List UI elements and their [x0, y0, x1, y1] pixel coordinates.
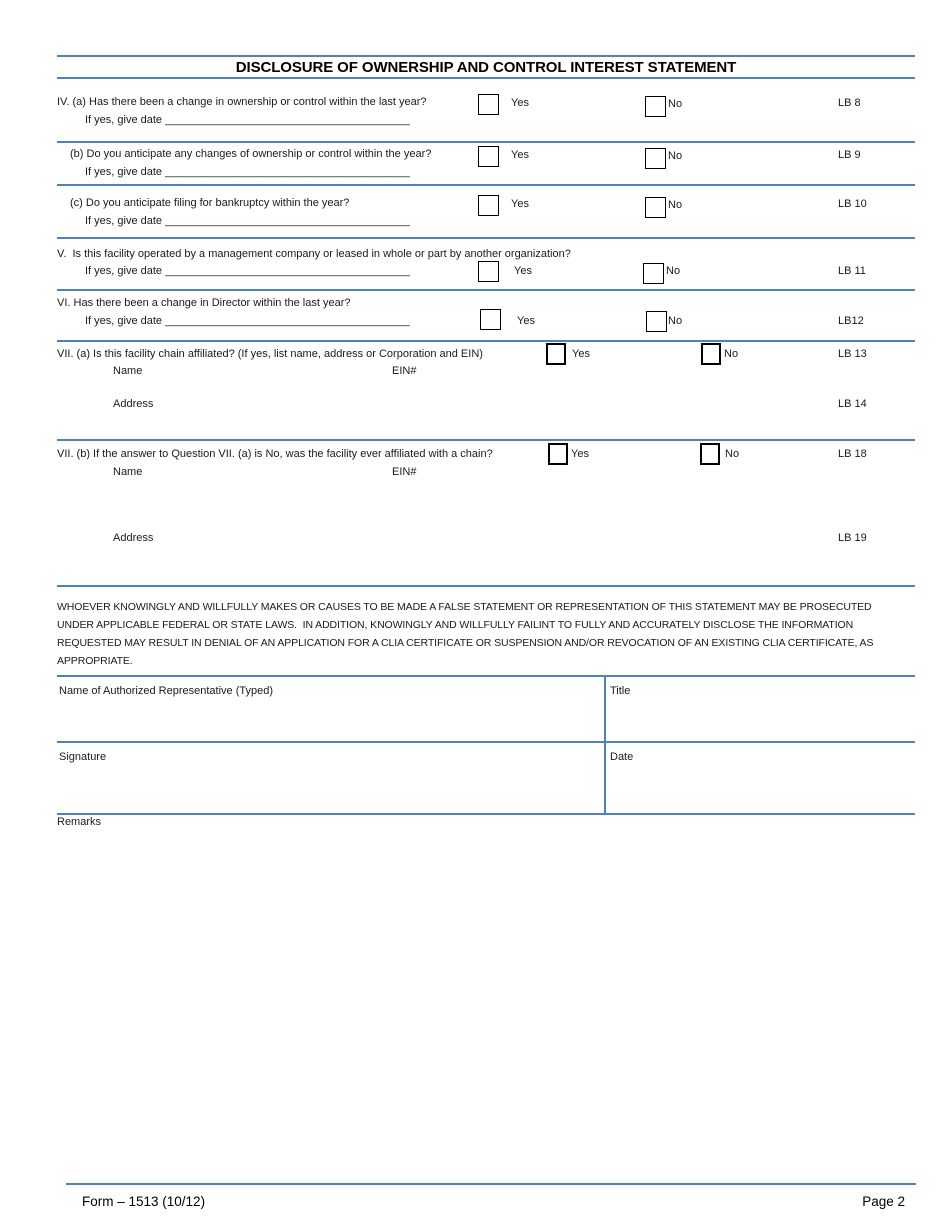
- lb-code-vii-a: LB 13: [838, 348, 867, 360]
- lb-code-iv-c: LB 10: [838, 198, 867, 210]
- warning-text-line-4: APPROPRIATE.: [57, 655, 133, 667]
- label-vii-b-ein: EIN#: [392, 466, 417, 478]
- label-v-yes: Yes: [514, 265, 532, 277]
- checkbox-iv-a-no[interactable]: [645, 96, 666, 117]
- checkbox-iv-c-yes[interactable]: [478, 195, 499, 216]
- label-vii-b-yes: Yes: [571, 448, 589, 460]
- section-divider: [57, 340, 915, 342]
- question-iv-b-text: (b) Do you anticipate any changes of ownership or control within the year?: [70, 148, 432, 160]
- footer-rule: [66, 1183, 916, 1185]
- footer-form-number: Form – 1513 (10/12): [82, 1194, 206, 1209]
- question-iv-a-text: IV. (a) Has there been a change in ownership or control within the last year?: [57, 96, 427, 108]
- section-divider: [57, 184, 915, 186]
- section-divider: [57, 141, 915, 143]
- section-divider: [57, 289, 915, 291]
- checkbox-vi-yes[interactable]: [480, 309, 501, 330]
- signature-label: Signature: [59, 751, 107, 763]
- signature-table-bottom-border: [57, 813, 915, 815]
- label-vii-b-name: Name: [113, 466, 143, 478]
- signature-field[interactable]: [57, 743, 602, 811]
- question-iv-c-text: (c) Do you anticipate filing for bankruptcy within the year?: [70, 197, 350, 209]
- page-title: DISCLOSURE OF OWNERSHIP AND CONTROL INTEREST STATEMENT: [235, 59, 737, 76]
- if-yes-date-line-iv-a[interactable]: If yes, give date ________________________________________: [85, 114, 410, 126]
- title-rule-top: [57, 55, 915, 57]
- checkbox-vii-a-yes[interactable]: [546, 343, 566, 365]
- authorized-representative-name-field[interactable]: [57, 677, 602, 739]
- if-yes-date-line-iv-b[interactable]: If yes, give date ________________________________________: [85, 166, 410, 178]
- checkbox-iv-a-yes[interactable]: [478, 94, 499, 115]
- section-divider: [57, 585, 915, 587]
- label-vii-a-name: Name: [113, 365, 143, 377]
- label-v-no: No: [666, 265, 681, 277]
- title-rule-bottom: [57, 77, 915, 79]
- checkbox-iv-c-no[interactable]: [645, 197, 666, 218]
- checkbox-vii-b-yes[interactable]: [548, 443, 568, 465]
- checkbox-iv-b-yes[interactable]: [478, 146, 499, 167]
- question-vii-b-text: VII. (b) If the answer to Question VII. (a) is No, was the facility ever affiliated with a chain?: [57, 448, 493, 460]
- label-vii-a-address: Address: [113, 398, 154, 410]
- label-iv-a-yes: Yes: [511, 97, 529, 109]
- lb-code-vii-b: LB 18: [838, 448, 867, 460]
- footer-page-number: Page 2: [862, 1194, 905, 1209]
- date-field[interactable]: [608, 743, 915, 811]
- question-v-text: V. Is this facility operated by a management company or leased in whole or part by another organization?: [57, 248, 571, 260]
- checkbox-v-yes[interactable]: [478, 261, 499, 282]
- remarks-label: Remarks: [57, 816, 102, 828]
- remarks-field[interactable]: [57, 830, 915, 1160]
- checkbox-vi-no[interactable]: [646, 311, 667, 332]
- signature-table-vertical-border: [604, 675, 606, 815]
- checkbox-v-no[interactable]: [643, 263, 664, 284]
- lb-code-v: LB 11: [838, 265, 866, 277]
- lb-code-vii-b-address: LB 19: [838, 532, 867, 544]
- section-divider: [57, 237, 915, 239]
- checkbox-vii-b-no[interactable]: [700, 443, 720, 465]
- label-iv-b-no: No: [668, 150, 683, 162]
- section-divider: [57, 439, 915, 441]
- label-vii-b-no: No: [725, 448, 740, 460]
- checkbox-vii-a-no[interactable]: [701, 343, 721, 365]
- if-yes-date-line-vi[interactable]: If yes, give date ________________________________________: [85, 315, 410, 327]
- warning-text-line-1: WHOEVER KNOWINGLY AND WILLFULLY MAKES OR CAUSES TO BE MADE A FALSE STATEMENT OR REPRESENTATION OF THIS STATEMENT MAY BE PROSECUTED: [57, 601, 872, 613]
- lb-code-iv-b: LB 9: [838, 149, 861, 161]
- lb-code-vii-a-address: LB 14: [838, 398, 867, 410]
- authorized-representative-name-label: Name of Authorized Representative (Typed): [59, 685, 274, 697]
- checkbox-iv-b-no[interactable]: [645, 148, 666, 169]
- label-vi-no: No: [668, 315, 683, 327]
- question-vii-a-text: VII. (a) Is this facility chain affiliated? (If yes, list name, address or Corporation and EIN): [57, 348, 483, 360]
- lb-code-vi: LB12: [838, 315, 864, 327]
- warning-text-line-2: UNDER APPLICABLE FEDERAL OR STATE LAWS. IN ADDITION, KNOWINGLY AND WILLFULLY FAILINT TO FULLY AND ACCURATELY DISCLOSE THE INFORMATION: [57, 619, 854, 631]
- label-vi-yes: Yes: [517, 315, 535, 327]
- question-vi-text: VI. Has there been a change in Director within the last year?: [57, 297, 351, 309]
- label-vii-a-ein: EIN#: [392, 365, 417, 377]
- label-iv-c-no: No: [668, 199, 683, 211]
- warning-text-line-3: REQUESTED MAY RESULT IN DENIAL OF AN APPLICATION FOR A CLIA CERTIFICATE OR SUSPENSION AND/OR REVOCATION OF AN EXISTING CLIA CERTIFICATE, AS: [57, 637, 874, 649]
- title-field[interactable]: [608, 677, 915, 739]
- if-yes-date-line-v[interactable]: If yes, give date ________________________________________: [85, 265, 410, 277]
- label-vii-b-address: Address: [113, 532, 154, 544]
- title-label: Title: [610, 685, 631, 697]
- label-vii-a-no: No: [724, 348, 739, 360]
- if-yes-date-line-iv-c[interactable]: If yes, give date ________________________________________: [85, 215, 410, 227]
- lb-code-iv-a: LB 8: [838, 97, 861, 109]
- label-vii-a-yes: Yes: [572, 348, 590, 360]
- label-iv-c-yes: Yes: [511, 198, 529, 210]
- label-iv-a-no: No: [668, 98, 683, 110]
- label-iv-b-yes: Yes: [511, 149, 529, 161]
- date-label: Date: [610, 751, 634, 763]
